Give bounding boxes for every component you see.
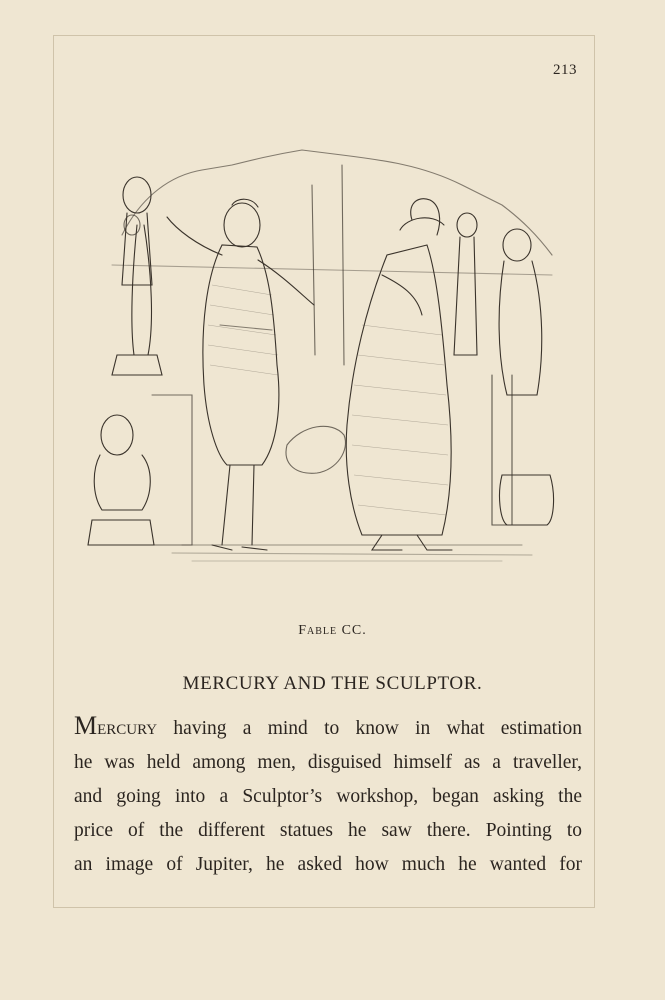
lead-capital: M (74, 711, 98, 740)
body-line-1-text: having a mind to know in what estimation (157, 718, 582, 739)
engraving-svg (82, 125, 567, 570)
body-line-2: he was held among men, disguised himself as a traveller, (74, 752, 582, 773)
body-line-4: price of the different statues he saw there. Pointing to (74, 820, 582, 841)
body-line-5: an image of Jupiter, he asked how much he wanted for (74, 854, 582, 875)
fable-number: Fable CC. (298, 623, 367, 638)
lead-word (74, 711, 158, 740)
engraving-illustration (82, 125, 567, 570)
page-number: 213 (553, 62, 577, 78)
fable-title: MERCURY AND THE SCULPTOR. (182, 673, 483, 694)
body-line-1 (74, 709, 582, 746)
body-line-3: and going into a Sculptor’s workshop, began asking the (74, 786, 582, 807)
fable-body-text (74, 709, 582, 882)
lead-rest: ercury (97, 714, 158, 739)
